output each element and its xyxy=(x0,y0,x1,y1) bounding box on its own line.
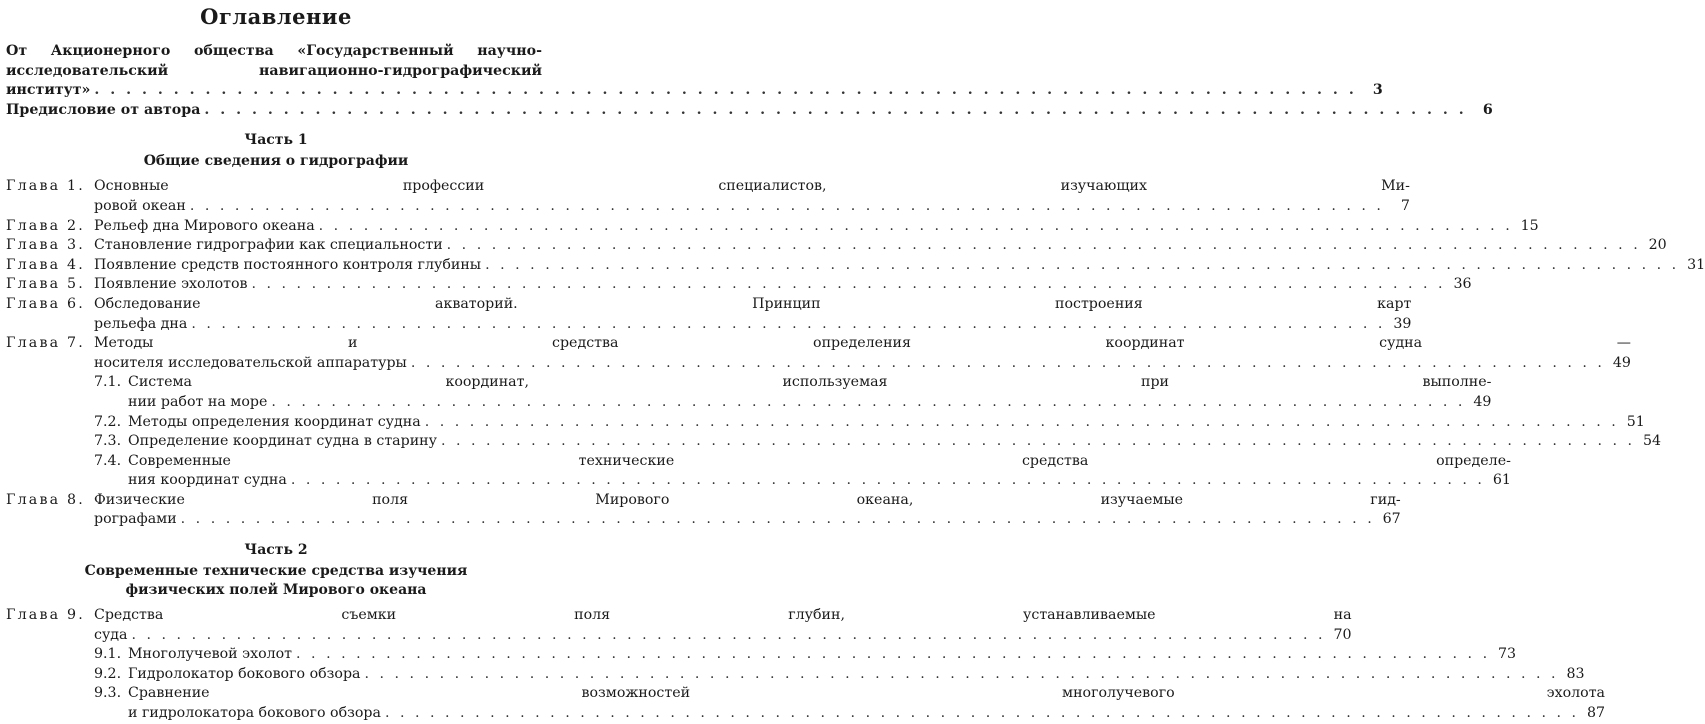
entry-line: Система координат, используемая при выполне- xyxy=(128,374,1492,391)
chapter-label: Глава 2. xyxy=(6,217,85,234)
toc-section-entry[interactable] xyxy=(0,684,1606,723)
entry-line: Методы и средства определения координат судна — xyxy=(94,335,1631,352)
dot-leader xyxy=(291,471,1485,491)
section-title xyxy=(128,432,1661,452)
section-number: 9.2. xyxy=(94,665,122,682)
entry-last-row xyxy=(6,81,1383,101)
entry-title-end: Методы определения координат судна xyxy=(128,413,421,430)
toc-chapter-entry[interactable] xyxy=(0,217,1539,237)
section-title xyxy=(128,665,1585,685)
dot-leader xyxy=(252,275,1446,295)
section-number: 7.1. xyxy=(94,374,122,391)
entry-last-row xyxy=(94,354,1631,374)
dot-leader xyxy=(425,413,1619,433)
dot-leader xyxy=(319,217,1513,237)
dot-leader xyxy=(447,236,1641,256)
toc-chapter-entry[interactable] xyxy=(0,275,1472,295)
page-number: 36 xyxy=(1453,276,1472,293)
toc-chapter-entry[interactable] xyxy=(0,606,1352,645)
entry-title-end: Определение координат судна в старину xyxy=(128,433,437,450)
chapter-label: Глава 4. xyxy=(6,256,85,273)
page-number: 6 xyxy=(1482,101,1493,118)
entry-last-row xyxy=(128,645,1516,665)
section-title xyxy=(128,413,1645,433)
chapter-title xyxy=(94,177,1410,216)
dot-leader xyxy=(271,393,1465,413)
chapter-title xyxy=(94,256,1705,276)
entry-line: Сравнение возможностей многолучевого эхолота xyxy=(128,685,1606,702)
entry-title-end: Рельеф дна Мирового океана xyxy=(94,217,315,234)
chapter-title xyxy=(94,491,1401,530)
spacer xyxy=(0,34,552,42)
page-number: 15 xyxy=(1520,217,1539,234)
chapter-title xyxy=(94,295,1411,334)
entry-last-row xyxy=(128,393,1491,413)
section-number: 7.2. xyxy=(94,413,122,430)
toc-chapter-entry[interactable] xyxy=(0,334,1631,373)
entry-line: Физические поля Мирового океана, изучаемые гид- xyxy=(94,491,1401,508)
page-number: 61 xyxy=(1492,472,1511,489)
part-subtitle: Современные технические средства изучения xyxy=(84,563,468,580)
chapter-title xyxy=(94,236,1667,256)
entry-title-end: ровой океан xyxy=(94,197,186,214)
dot-leader xyxy=(181,510,1375,530)
chapter-label: Глава 9. xyxy=(6,607,85,624)
part-subtitle: Общие сведения о гидрографии xyxy=(143,153,409,170)
chapter-title xyxy=(94,275,1472,295)
entry-line: Обследование акваторий. Принцип построения карт xyxy=(94,295,1412,312)
entry-last-row xyxy=(6,101,1493,121)
entry-last-row xyxy=(128,704,1605,724)
entry-last-row xyxy=(94,197,1410,217)
section-number: 7.4. xyxy=(94,452,122,469)
entry-last-row xyxy=(128,471,1511,491)
page-number: 20 xyxy=(1648,237,1667,254)
toc-section-entry[interactable] xyxy=(0,665,1585,685)
part-heading: Часть 1 xyxy=(244,132,308,149)
page-number: 31 xyxy=(1687,256,1705,273)
dot-leader xyxy=(385,704,1579,724)
toc-chapter-entry[interactable] xyxy=(0,236,1667,256)
page-number: 67 xyxy=(1382,511,1401,528)
entry-last-row xyxy=(128,413,1645,433)
entry-last-row xyxy=(128,665,1585,685)
part-heading: Часть 2 xyxy=(244,542,308,559)
chapter-label: Глава 1. xyxy=(6,178,85,195)
entry-title-end: нии работ на море xyxy=(128,393,268,410)
toc-section-entry[interactable] xyxy=(0,432,1662,452)
page-number: 70 xyxy=(1333,626,1352,643)
entry-line: Современные технические средства определе- xyxy=(128,452,1511,469)
section-title xyxy=(128,373,1491,412)
entry-title-end: Предисловие от автора xyxy=(6,101,201,118)
section-number: 7.3. xyxy=(94,433,122,450)
section-title xyxy=(128,684,1605,723)
chapter-label: Глава 8. xyxy=(6,491,85,508)
page-number: 49 xyxy=(1473,393,1492,410)
entry-title-end: ния координат судна xyxy=(128,472,287,489)
entry-title-end: суда xyxy=(94,626,128,643)
toc-front-entry[interactable] xyxy=(0,42,1383,101)
chapter-label: Глава 3. xyxy=(6,237,85,254)
entry-title-end: и гидролокатора бокового обзора xyxy=(128,705,381,722)
chapter-label: Глава 6. xyxy=(6,295,85,312)
entry-title-end: институт» xyxy=(6,82,91,99)
dot-leader xyxy=(411,354,1605,374)
dot-leader xyxy=(190,197,1384,217)
page-number: 87 xyxy=(1586,705,1606,722)
page-number: 54 xyxy=(1642,433,1662,450)
page-number: 39 xyxy=(1393,315,1412,332)
toc-chapter-entry[interactable] xyxy=(0,295,1412,334)
chapter-title xyxy=(94,217,1539,237)
entry-title-end: Гидролокатор бокового обзора xyxy=(128,665,361,682)
chapter-title xyxy=(94,334,1631,373)
entry-line: исследовательский навигационно-гидрографический xyxy=(6,62,542,79)
entry-last-row xyxy=(94,510,1401,530)
chapter-title xyxy=(94,606,1352,645)
entry-last-row xyxy=(128,432,1661,452)
dot-leader xyxy=(204,101,1466,121)
spacer xyxy=(0,120,552,131)
entry-title-end: рографами xyxy=(94,511,177,528)
page-number: 7 xyxy=(1400,197,1410,214)
entry-title-end: рельефа дна xyxy=(94,315,188,332)
entry-last-row xyxy=(94,256,1705,276)
entry-last-row xyxy=(94,236,1667,256)
dot-leader xyxy=(485,256,1679,276)
dot-leader xyxy=(191,315,1385,335)
dot-leader xyxy=(441,432,1635,452)
toc-section-entry[interactable] xyxy=(0,645,1517,665)
section-title xyxy=(128,452,1511,491)
toc-chapter-entry[interactable] xyxy=(0,256,1705,276)
toc-chapter-entry[interactable] xyxy=(0,491,1401,530)
dot-leader xyxy=(94,81,1356,101)
section-number: 9.3. xyxy=(94,685,122,702)
dot-leader xyxy=(132,626,1326,646)
chapter-label: Глава 5. xyxy=(6,276,85,293)
toc-section-entry[interactable] xyxy=(0,452,1511,491)
toc-section-entry[interactable] xyxy=(0,373,1492,412)
entry-title-end: носителя исследовательской аппаратуры xyxy=(94,354,407,371)
spacer xyxy=(0,530,552,541)
table-of-contents xyxy=(0,34,1705,724)
entry-last-row xyxy=(94,275,1472,295)
entry-title-end: Многолучевой эхолот xyxy=(128,646,293,663)
toc-chapter-entry[interactable] xyxy=(0,177,1410,216)
page-title: Оглавление xyxy=(200,4,352,29)
section-number: 9.1. xyxy=(94,646,122,663)
entry-line: Средства съемки поля глубин, устанавливаемые на xyxy=(94,607,1352,624)
section-title xyxy=(128,645,1516,665)
entry-line: Основные профессии специалистов, изучающих Ми- xyxy=(94,178,1410,195)
page-number: 49 xyxy=(1612,354,1631,371)
chapter-label: Глава 7. xyxy=(6,335,85,352)
entry-last-row xyxy=(94,217,1539,237)
page-number: 3 xyxy=(1372,82,1383,99)
entry-title-end: Появление средств постоянного контроля глубины xyxy=(94,256,482,273)
entry-line: От Акционерного общества «Государственный научно- xyxy=(6,43,542,59)
page-number: 73 xyxy=(1498,646,1517,663)
entry-last-row xyxy=(94,626,1352,646)
entry-title-end: Становление гидрографии как специальности xyxy=(94,237,443,254)
page-number: 51 xyxy=(1626,413,1645,430)
part-subtitle: физических полей Мирового океана xyxy=(125,582,427,599)
toc-section-entry[interactable] xyxy=(0,413,1645,433)
entry-title-end: Появление эхолотов xyxy=(94,276,248,293)
entry-last-row xyxy=(94,315,1411,335)
dot-leader xyxy=(296,645,1490,665)
dot-leader xyxy=(364,665,1558,685)
toc-front-entry[interactable] xyxy=(0,101,1493,121)
page-number: 83 xyxy=(1566,665,1585,682)
